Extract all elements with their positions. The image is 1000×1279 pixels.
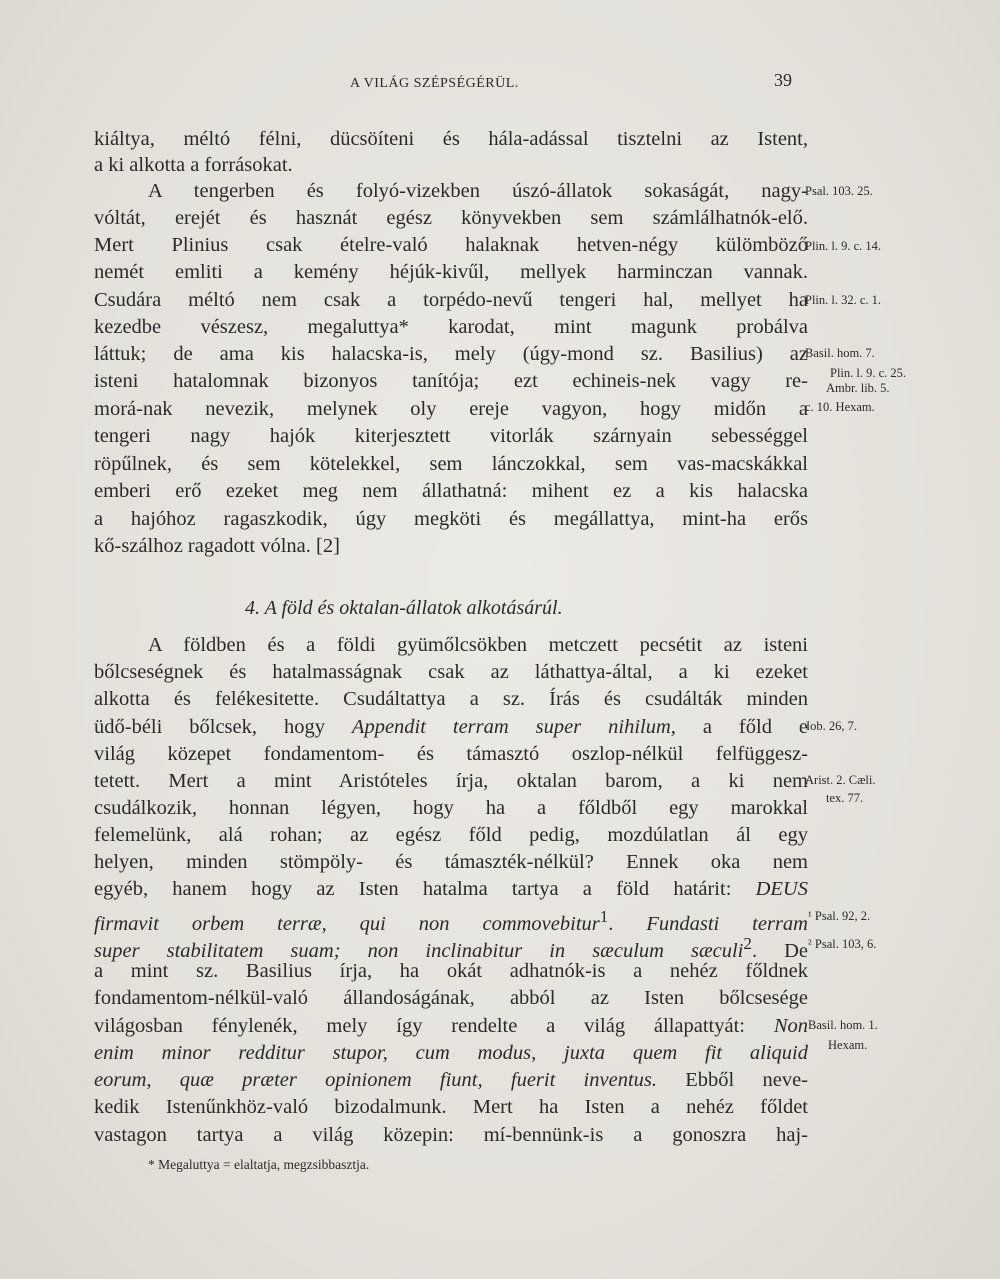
- text-line: kezedbe vészesz, megaluttya* karodat, mint magunk probálva: [94, 316, 808, 338]
- text-line: fondamentom-nélkül-való állandoságának, abból az Isten bőlcsesége: [94, 987, 808, 1009]
- text-line: a hajóhoz ragaszkodik, úgy megköti és megállattya, mint-ha erős: [94, 508, 808, 530]
- margin-note: Plin. l. 9. c. 25.: [830, 366, 907, 380]
- text-line: enim minor redditur stupor, cum modus, juxta quem fit aliquid: [94, 1042, 808, 1064]
- text-line: vóltát, erejét és hasznát egész könyvekben sem számlálhatnók-elő.: [94, 207, 808, 229]
- margin-note: Iob. 26, 7.: [806, 719, 858, 733]
- page-number: 39: [774, 70, 792, 90]
- text-line: felemelünk, alá rohan; az egész főld pedig, mozdúlatlan ál egy: [94, 824, 808, 846]
- text-line: egyéb, hanem hogy az Isten hatalma tartya a föld határit: DEUS: [94, 878, 808, 900]
- margin-note: Plin. l. 32. c. 1.: [805, 293, 882, 307]
- margin-note: c. 10. Hexam.: [805, 400, 875, 414]
- running-title: A VILÁG SZÉPSÉGÉRÜL.: [350, 76, 519, 91]
- margin-note: Basil. hom. 1.: [808, 1018, 878, 1032]
- text-line: helyen, minden stömpöly- és támaszték-nélkül? Ennek oka nem: [94, 851, 808, 873]
- text-line: üdő-béli bőlcsek, hogy Appendit terram super nihilum, a főld e: [94, 716, 808, 738]
- text-line: vastagon tartya a világ közepin: mí-bennünk-is a gonoszra haj-: [94, 1124, 808, 1146]
- text-line: eorum, quæ præter opinionem fiunt, fuerit inventus. Ebből neve-: [94, 1069, 808, 1091]
- text-line: A tengerben és folyó-vizekben úszó-állatok sokaságát, nagy-: [148, 180, 808, 202]
- text-line: világosban fénylenék, mely így rendelte a világ állapattyát: Non: [94, 1015, 808, 1037]
- text-line: láttuk; de ama kis halacska-is, mely (úgy-mond sz. Basilius) az: [94, 343, 808, 365]
- margin-note: ² Psal. 103, 6.: [808, 937, 877, 951]
- margin-note: Basil. hom. 7.: [805, 346, 875, 360]
- text-line: super stabilitatem suam; non inclinabitur in sæculum sæculi$^2$. De: [94, 934, 809, 962]
- section-heading: 4. A föld és oktalan-állatok alkotásárúl.: [245, 597, 563, 619]
- margin-note: Arist. 2. Cæli.: [805, 773, 876, 787]
- text-line: emberi erő ezeket meg nem állathatná: mihent ez a kis halacska: [94, 480, 808, 502]
- text-line: bőlcseségnek és hatalmasságnak csak az láthattya-által, a ki ezeket: [94, 661, 808, 683]
- margin-note: Psal. 103. 25.: [805, 184, 873, 198]
- text-line: Mert Plinius csak ételre-való halaknak hetven-négy külömböző: [94, 234, 808, 256]
- margin-note: Ambr. lib. 5.: [826, 381, 890, 395]
- text-line: isteni hatalomnak bizonyos tanítója; ezt echineis-nek vagy re-: [94, 370, 808, 392]
- text-line: kő-szálhoz ragadott vólna. [2]: [94, 535, 340, 557]
- text-line: tengeri nagy hajók kiterjesztett vitorlák szárnyain sebességgel: [94, 425, 808, 447]
- text-line: alkotta és felékesitette. Csudáltattya a sz. Írás és csudálták minden: [94, 688, 808, 710]
- text-line: a mint sz. Basilius írja, ha okát adhatnók-is a nehéz főldnek: [94, 960, 808, 982]
- text-line: kedik Istenűnkhöz-való bizodalmunk. Mert ha Isten a nehéz főldet: [94, 1096, 808, 1118]
- text-line: Csudára méltó nem csak a torpédo-nevű tengeri hal, mellyet ha: [94, 289, 808, 311]
- text-line: firmavit orbem terræ, qui non commovebitur$^1$. Fundasti terram: [94, 907, 808, 935]
- text-line: tetett. Mert a mint Aristóteles írja, oktalan barom, a ki nem: [94, 770, 808, 792]
- margin-note: tex. 77.: [826, 791, 864, 805]
- text-line: a ki alkotta a forrásokat.: [94, 154, 293, 176]
- margin-note: Hexam.: [828, 1038, 868, 1052]
- margin-note: Plin. l. 9. c. 14.: [805, 239, 882, 253]
- text-line: morá-nak nevezik, melynek oly ereje vagyon, hogy midőn a: [94, 398, 808, 420]
- footnote: * Megaluttya = elaltatja, megzsibbasztja.: [148, 1157, 370, 1172]
- text-line: csudálkozik, honnan légyen, hogy ha a főldből egy marokkal: [94, 797, 808, 819]
- text-line: A földben és a földi gyümőlcsökben metczett pecsétit az isteni: [148, 634, 808, 656]
- margin-note: ¹ Psal. 92, 2.: [808, 909, 871, 923]
- text-line: nemét emliti a kemény héjúk-kivűl, mellyek harminczan vannak.: [94, 261, 808, 283]
- text-line: kiáltya, méltó félni, dücsöíteni és hála-adással tisztelni az Istent,: [94, 128, 808, 150]
- text-line: világ közepet fondamentom- és támasztó oszlop-nélkül felfüggesz-: [94, 743, 808, 765]
- text-line: röpűlnek, és sem kötelekkel, sem lánczokkal, sem vas-macskákkal: [94, 453, 808, 475]
